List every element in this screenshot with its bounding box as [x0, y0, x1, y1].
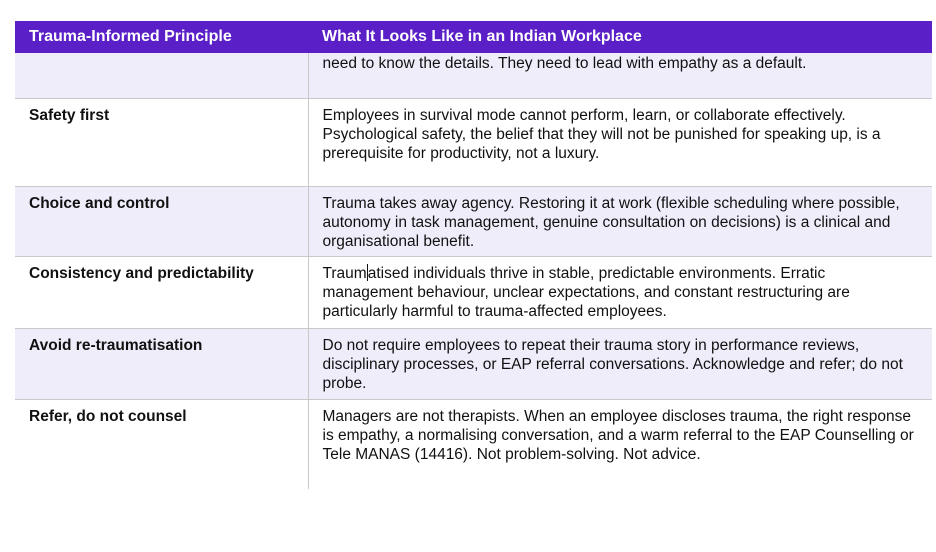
table-body	[15, 53, 932, 489]
principle-cell: Safety first	[15, 99, 308, 187]
table-row	[15, 400, 932, 490]
header-principle: Trauma-Informed Principle	[15, 21, 308, 53]
description-cell: Trauma takes away agency. Restoring it at work (flexible scheduling where possible, autonomy in task management, genuine consultation on decisions) is a clinical and organisational benefit.	[308, 187, 932, 257]
header-description: What It Looks Like in an Indian Workplace	[308, 21, 932, 53]
principle-cell: Refer, do not counsel	[15, 400, 308, 490]
description-cell: Managers are not therapists. When an employee discloses trauma, the right response is empathy, a normalising conversation, and a warm referral to the EAP Counselling or Tele MANAS (14416). Not problem-solving. Not advice.	[308, 400, 932, 490]
table-row	[15, 53, 932, 99]
principle-cell: Choice and control	[15, 187, 308, 257]
description-text-before-caret: Traum	[322, 265, 367, 282]
principle-cell: Consistency and predictability	[15, 257, 308, 329]
table-row	[15, 187, 932, 257]
description-cell[interactable]	[308, 257, 932, 329]
table-row	[15, 257, 932, 329]
table-header	[15, 21, 932, 53]
description-cell: need to know the details. They need to lead with empathy as a default.	[308, 53, 932, 99]
trauma-principles-table	[15, 21, 932, 489]
table-row	[15, 99, 932, 187]
description-text-after-caret: atised individuals thrive in stable, predictable environments. Erratic management behaviour, unclear expectations, and constant restructuring are particularly harmful to trauma-affected employees.	[322, 265, 850, 320]
principle-cell	[15, 53, 308, 99]
header-row	[15, 21, 932, 53]
table-row	[15, 329, 932, 400]
description-cell: Employees in survival mode cannot perform, learn, or collaborate effectively. Psychological safety, the belief that they will not be punished for speaking up, is a prerequisite for productivity, not a luxury.	[308, 99, 932, 187]
description-cell: Do not require employees to repeat their trauma story in performance reviews, disciplinary processes, or EAP referral conversations. Acknowledge and refer; do not probe.	[308, 329, 932, 400]
principle-cell: Avoid re-traumatisation	[15, 329, 308, 400]
